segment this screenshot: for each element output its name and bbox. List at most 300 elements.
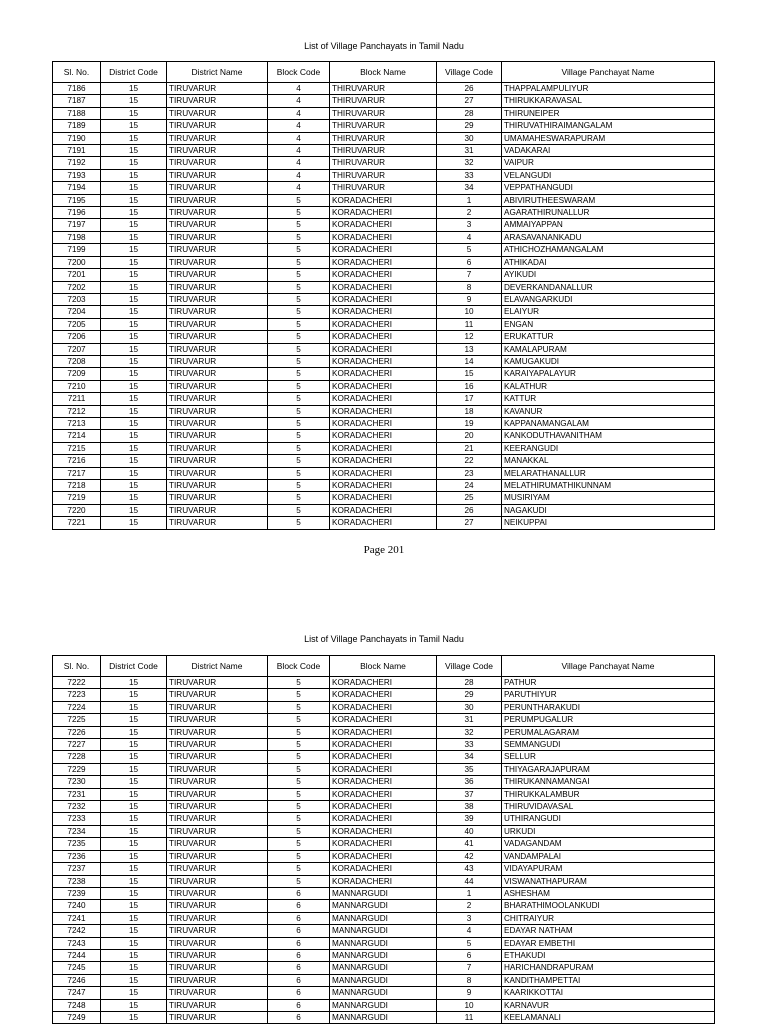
cell-district-name: TIRUVARUR [167,417,268,429]
cell-village-panchayat-name: THIRUVATHIRAIMANGALAM [502,120,715,132]
table-row [53,145,715,157]
cell-block-name: KORADACHERI [330,343,437,355]
cell-block-name: KORADACHERI [330,417,437,429]
cell-village-code: 30 [437,701,502,713]
table-row [53,120,715,132]
cell-sl-no: 7207 [53,343,101,355]
cell-block-code: 5 [268,701,330,713]
cell-block-code: 5 [268,875,330,887]
table-row [53,677,715,689]
cell-village-panchayat-name: MANAKKAL [502,455,715,467]
table-row [53,987,715,999]
page-number: Page 201 [363,544,405,556]
cell-block-name: KORADACHERI [330,480,437,492]
cell-district-name: TIRUVARUR [167,157,268,169]
cell-district-code: 15 [101,900,167,912]
cell-village-code: 12 [437,331,502,343]
cell-village-panchayat-name: DEVERKANDANALLUR [502,281,715,293]
cell-block-name: KORADACHERI [330,825,437,837]
cell-village-panchayat-name: AMMAIYAPPAN [502,219,715,231]
cell-district-code: 15 [101,875,167,887]
cell-district-name: TIRUVARUR [167,492,268,504]
header-sl-no: Sl. No. [53,62,101,83]
cell-sl-no: 7245 [53,962,101,974]
cell-sl-no: 7223 [53,689,101,701]
cell-district-name: TIRUVARUR [167,937,268,949]
cell-district-name: TIRUVARUR [167,442,268,454]
table-row [53,480,715,492]
cell-block-code: 5 [268,430,330,442]
cell-village-code: 21 [437,442,502,454]
table-body [53,83,715,530]
cell-district-name: TIRUVARUR [167,318,268,330]
cell-village-panchayat-name: VAIPUR [502,157,715,169]
cell-village-panchayat-name: MELATHIRUMATHIKUNNAM [502,480,715,492]
village-panchayat-table [52,655,715,1024]
cell-village-code: 26 [437,83,502,95]
cell-district-name: TIRUVARUR [167,726,268,738]
cell-block-code: 5 [268,850,330,862]
cell-sl-no: 7195 [53,194,101,206]
cell-block-code: 5 [268,269,330,281]
cell-village-panchayat-name: THAPPALAMPULIYUR [502,83,715,95]
cell-block-name: KORADACHERI [330,492,437,504]
cell-sl-no: 7211 [53,393,101,405]
cell-block-code: 6 [268,925,330,937]
cell-district-name: TIRUVARUR [167,912,268,924]
cell-district-name: TIRUVARUR [167,825,268,837]
cell-block-code: 5 [268,355,330,367]
header-block-name: Block Name [330,62,437,83]
cell-village-code: 29 [437,120,502,132]
cell-village-panchayat-name: VELANGUDI [502,169,715,181]
cell-sl-no: 7230 [53,776,101,788]
table-row [53,1011,715,1023]
cell-village-code: 33 [437,739,502,751]
cell-village-code: 24 [437,480,502,492]
cell-district-name: TIRUVARUR [167,145,268,157]
cell-village-panchayat-name: ETHAKUDI [502,949,715,961]
cell-village-panchayat-name: KARNAVUR [502,999,715,1011]
cell-village-panchayat-name: EDAYAR EMBETHI [502,937,715,949]
cell-block-name: MANNARGUDI [330,949,437,961]
cell-block-code: 5 [268,231,330,243]
cell-district-name: TIRUVARUR [167,219,268,231]
cell-village-code: 3 [437,219,502,231]
cell-village-panchayat-name: VEPPATHANGUDI [502,182,715,194]
cell-block-code: 5 [268,714,330,726]
cell-sl-no: 7198 [53,231,101,243]
cell-district-code: 15 [101,813,167,825]
cell-district-code: 15 [101,182,167,194]
cell-block-name: KORADACHERI [330,726,437,738]
cell-district-name: TIRUVARUR [167,306,268,318]
cell-block-code: 4 [268,145,330,157]
cell-district-name: TIRUVARUR [167,380,268,392]
table-row [53,281,715,293]
cell-village-code: 42 [437,850,502,862]
cell-district-name: TIRUVARUR [167,776,268,788]
header-block-code: Block Code [268,656,330,677]
cell-district-name: TIRUVARUR [167,739,268,751]
cell-block-code: 5 [268,219,330,231]
cell-district-name: TIRUVARUR [167,95,268,107]
cell-sl-no: 7221 [53,517,101,529]
cell-district-code: 15 [101,306,167,318]
cell-block-name: KORADACHERI [330,863,437,875]
cell-village-code: 35 [437,763,502,775]
cell-block-name: KORADACHERI [330,269,437,281]
cell-village-code: 30 [437,132,502,144]
cell-block-code: 5 [268,863,330,875]
cell-sl-no: 7206 [53,331,101,343]
cell-sl-no: 7212 [53,405,101,417]
cell-block-code: 5 [268,393,330,405]
cell-village-code: 6 [437,256,502,268]
cell-block-name: KORADACHERI [330,504,437,516]
table-row [53,355,715,367]
table-row [53,689,715,701]
cell-block-code: 6 [268,999,330,1011]
cell-village-code: 11 [437,1011,502,1023]
cell-district-code: 15 [101,107,167,119]
cell-village-panchayat-name: ENGAN [502,318,715,330]
cell-block-name: KORADACHERI [330,455,437,467]
cell-district-name: TIRUVARUR [167,504,268,516]
cell-village-panchayat-name: ASHESHAM [502,887,715,899]
cell-village-code: 39 [437,813,502,825]
table-row [53,95,715,107]
cell-village-code: 26 [437,504,502,516]
cell-block-code: 5 [268,504,330,516]
cell-block-code: 6 [268,974,330,986]
cell-block-code: 4 [268,169,330,181]
cell-block-code: 5 [268,677,330,689]
cell-sl-no: 7218 [53,480,101,492]
cell-village-panchayat-name: ELAIYUR [502,306,715,318]
village-panchayat-table [52,61,715,530]
cell-block-code: 4 [268,132,330,144]
cell-district-code: 15 [101,751,167,763]
cell-sl-no: 7220 [53,504,101,516]
table-row [53,244,715,256]
cell-district-name: TIRUVARUR [167,244,268,256]
cell-village-code: 28 [437,107,502,119]
cell-block-name: MANNARGUDI [330,900,437,912]
table-row [53,949,715,961]
cell-village-code: 32 [437,157,502,169]
cell-district-code: 15 [101,937,167,949]
cell-district-name: TIRUVARUR [167,689,268,701]
cell-village-panchayat-name: KALATHUR [502,380,715,392]
cell-sl-no: 7243 [53,937,101,949]
cell-district-name: TIRUVARUR [167,467,268,479]
cell-village-panchayat-name: VIDAYAPURAM [502,863,715,875]
cell-district-name: TIRUVARUR [167,480,268,492]
table-row [53,207,715,219]
header-block-code: Block Code [268,62,330,83]
cell-district-code: 15 [101,763,167,775]
table-row [53,739,715,751]
cell-block-name: KORADACHERI [330,751,437,763]
cell-sl-no: 7215 [53,442,101,454]
cell-district-code: 15 [101,987,167,999]
cell-village-code: 38 [437,801,502,813]
cell-block-code: 5 [268,763,330,775]
header-row [53,656,715,677]
cell-village-panchayat-name: PATHUR [502,677,715,689]
cell-sl-no: 7233 [53,813,101,825]
cell-block-code: 6 [268,987,330,999]
cell-village-panchayat-name: PERUNTHARAKUDI [502,701,715,713]
cell-sl-no: 7203 [53,293,101,305]
cell-block-name: KORADACHERI [330,776,437,788]
cell-district-code: 15 [101,974,167,986]
cell-sl-no: 7234 [53,825,101,837]
table-row [53,182,715,194]
cell-sl-no: 7194 [53,182,101,194]
cell-block-code: 5 [268,442,330,454]
cell-district-name: TIRUVARUR [167,430,268,442]
cell-district-code: 15 [101,480,167,492]
table-row [53,838,715,850]
cell-district-code: 15 [101,331,167,343]
cell-block-code: 6 [268,912,330,924]
table-row [53,813,715,825]
table-row [53,405,715,417]
cell-village-panchayat-name: KAMALAPURAM [502,343,715,355]
cell-village-code: 2 [437,207,502,219]
cell-block-name: KORADACHERI [330,813,437,825]
table-row [53,231,715,243]
cell-block-name: MANNARGUDI [330,1011,437,1023]
cell-sl-no: 7229 [53,763,101,775]
cell-block-code: 5 [268,517,330,529]
cell-district-name: TIRUVARUR [167,355,268,367]
cell-district-name: TIRUVARUR [167,863,268,875]
header-village-panchayat-name: Village Panchayat Name [502,62,715,83]
table-row [53,937,715,949]
cell-sl-no: 7239 [53,887,101,899]
cell-district-name: TIRUVARUR [167,801,268,813]
cell-block-code: 6 [268,1011,330,1023]
header-row [53,62,715,83]
cell-sl-no: 7202 [53,281,101,293]
cell-village-panchayat-name: MELARATHANALLUR [502,467,715,479]
table-row [53,169,715,181]
cell-district-name: TIRUVARUR [167,763,268,775]
table-row [53,863,715,875]
header-sl-no: Sl. No. [53,656,101,677]
cell-district-code: 15 [101,244,167,256]
cell-village-panchayat-name: URKUDI [502,825,715,837]
cell-sl-no: 7210 [53,380,101,392]
cell-village-panchayat-name: AYIKUDI [502,269,715,281]
cell-district-code: 15 [101,887,167,899]
cell-block-name: KORADACHERI [330,763,437,775]
cell-block-code: 4 [268,107,330,119]
cell-sl-no: 7197 [53,219,101,231]
cell-block-code: 5 [268,207,330,219]
cell-block-name: MANNARGUDI [330,912,437,924]
cell-sl-no: 7238 [53,875,101,887]
cell-block-name: THIRUVARUR [330,83,437,95]
table-row [53,517,715,529]
cell-village-code: 7 [437,962,502,974]
cell-district-name: TIRUVARUR [167,949,268,961]
cell-block-name: KORADACHERI [330,219,437,231]
cell-block-name: THIRUVARUR [330,107,437,119]
cell-district-code: 15 [101,925,167,937]
cell-block-code: 5 [268,726,330,738]
cell-district-code: 15 [101,467,167,479]
header-district-code: District Code [101,656,167,677]
cell-sl-no: 7231 [53,788,101,800]
cell-village-panchayat-name: SEMMANGUDI [502,739,715,751]
cell-district-name: TIRUVARUR [167,974,268,986]
cell-district-name: TIRUVARUR [167,207,268,219]
cell-district-code: 15 [101,368,167,380]
cell-village-panchayat-name: AGARATHIRUNALLUR [502,207,715,219]
cell-sl-no: 7187 [53,95,101,107]
cell-block-code: 6 [268,937,330,949]
cell-block-name: KORADACHERI [330,689,437,701]
cell-district-code: 15 [101,517,167,529]
cell-district-code: 15 [101,343,167,355]
header-district-name: District Name [167,656,268,677]
cell-block-code: 5 [268,492,330,504]
cell-block-code: 5 [268,480,330,492]
cell-block-code: 4 [268,83,330,95]
cell-district-code: 15 [101,492,167,504]
cell-district-name: TIRUVARUR [167,405,268,417]
cell-district-code: 15 [101,962,167,974]
cell-district-code: 15 [101,677,167,689]
table-row [53,219,715,231]
cell-village-code: 4 [437,231,502,243]
cell-sl-no: 7235 [53,838,101,850]
cell-village-panchayat-name: ATHICHOZHAMANGALAM [502,244,715,256]
cell-district-name: TIRUVARUR [167,875,268,887]
table-row [53,83,715,95]
cell-district-name: TIRUVARUR [167,701,268,713]
table-header [53,62,715,83]
cell-village-code: 14 [437,355,502,367]
cell-district-code: 15 [101,912,167,924]
cell-block-name: KORADACHERI [330,788,437,800]
cell-village-panchayat-name: UTHIRANGUDI [502,813,715,825]
cell-block-name: KORADACHERI [330,801,437,813]
cell-sl-no: 7196 [53,207,101,219]
cell-district-name: TIRUVARUR [167,368,268,380]
cell-village-panchayat-name: KARAIYAPALAYUR [502,368,715,380]
cell-village-code: 34 [437,751,502,763]
cell-block-code: 5 [268,467,330,479]
cell-district-name: TIRUVARUR [167,256,268,268]
cell-district-code: 15 [101,430,167,442]
cell-village-panchayat-name: VADAKARAI [502,145,715,157]
cell-sl-no: 7242 [53,925,101,937]
cell-village-code: 27 [437,95,502,107]
cell-block-name: KORADACHERI [330,256,437,268]
cell-village-code: 32 [437,726,502,738]
table-row [53,788,715,800]
cell-block-code: 5 [268,244,330,256]
cell-district-code: 15 [101,380,167,392]
cell-village-panchayat-name: SELLUR [502,751,715,763]
cell-block-code: 5 [268,368,330,380]
cell-sl-no: 7247 [53,987,101,999]
cell-block-name: MANNARGUDI [330,962,437,974]
cell-sl-no: 7188 [53,107,101,119]
cell-block-code: 6 [268,887,330,899]
table-row [53,912,715,924]
cell-district-name: TIRUVARUR [167,281,268,293]
cell-village-panchayat-name: ABIVIRUTHEESWARAM [502,194,715,206]
cell-block-code: 4 [268,95,330,107]
cell-block-name: THIRUVARUR [330,157,437,169]
cell-block-name: KORADACHERI [330,368,437,380]
header-block-name: Block Name [330,656,437,677]
cell-village-code: 10 [437,306,502,318]
table-row [53,293,715,305]
cell-block-name: KORADACHERI [330,231,437,243]
cell-sl-no: 7222 [53,677,101,689]
table-row [53,776,715,788]
cell-village-panchayat-name: THIYAGARAJAPURAM [502,763,715,775]
cell-block-name: KORADACHERI [330,677,437,689]
cell-block-name: KORADACHERI [330,380,437,392]
cell-block-code: 5 [268,776,330,788]
cell-village-panchayat-name: KANDITHAMPETTAI [502,974,715,986]
cell-block-code: 4 [268,157,330,169]
cell-block-name: THIRUVARUR [330,169,437,181]
cell-village-code: 18 [437,405,502,417]
cell-district-name: TIRUVARUR [167,900,268,912]
cell-sl-no: 7217 [53,467,101,479]
table-row [53,417,715,429]
cell-block-name: MANNARGUDI [330,937,437,949]
cell-sl-no: 7213 [53,417,101,429]
cell-district-name: TIRUVARUR [167,182,268,194]
cell-village-code: 1 [437,887,502,899]
table-body [53,677,715,1024]
cell-sl-no: 7214 [53,430,101,442]
cell-district-code: 15 [101,999,167,1011]
cell-block-name: MANNARGUDI [330,974,437,986]
cell-district-code: 15 [101,689,167,701]
cell-sl-no: 7236 [53,850,101,862]
table-row [53,701,715,713]
cell-sl-no: 7228 [53,751,101,763]
cell-district-code: 15 [101,194,167,206]
cell-block-name: MANNARGUDI [330,925,437,937]
cell-village-panchayat-name: NAGAKUDI [502,504,715,516]
cell-village-panchayat-name: VISWANATHAPURAM [502,875,715,887]
cell-block-name: KORADACHERI [330,318,437,330]
cell-district-name: TIRUVARUR [167,1011,268,1023]
cell-sl-no: 7232 [53,801,101,813]
cell-village-code: 41 [437,838,502,850]
cell-village-panchayat-name: UMAMAHESWARAPURAM [502,132,715,144]
cell-village-panchayat-name: KEERANGUDI [502,442,715,454]
table-header [53,656,715,677]
cell-village-code: 22 [437,455,502,467]
table-row [53,825,715,837]
cell-sl-no: 7208 [53,355,101,367]
cell-block-code: 6 [268,949,330,961]
table-row [53,269,715,281]
